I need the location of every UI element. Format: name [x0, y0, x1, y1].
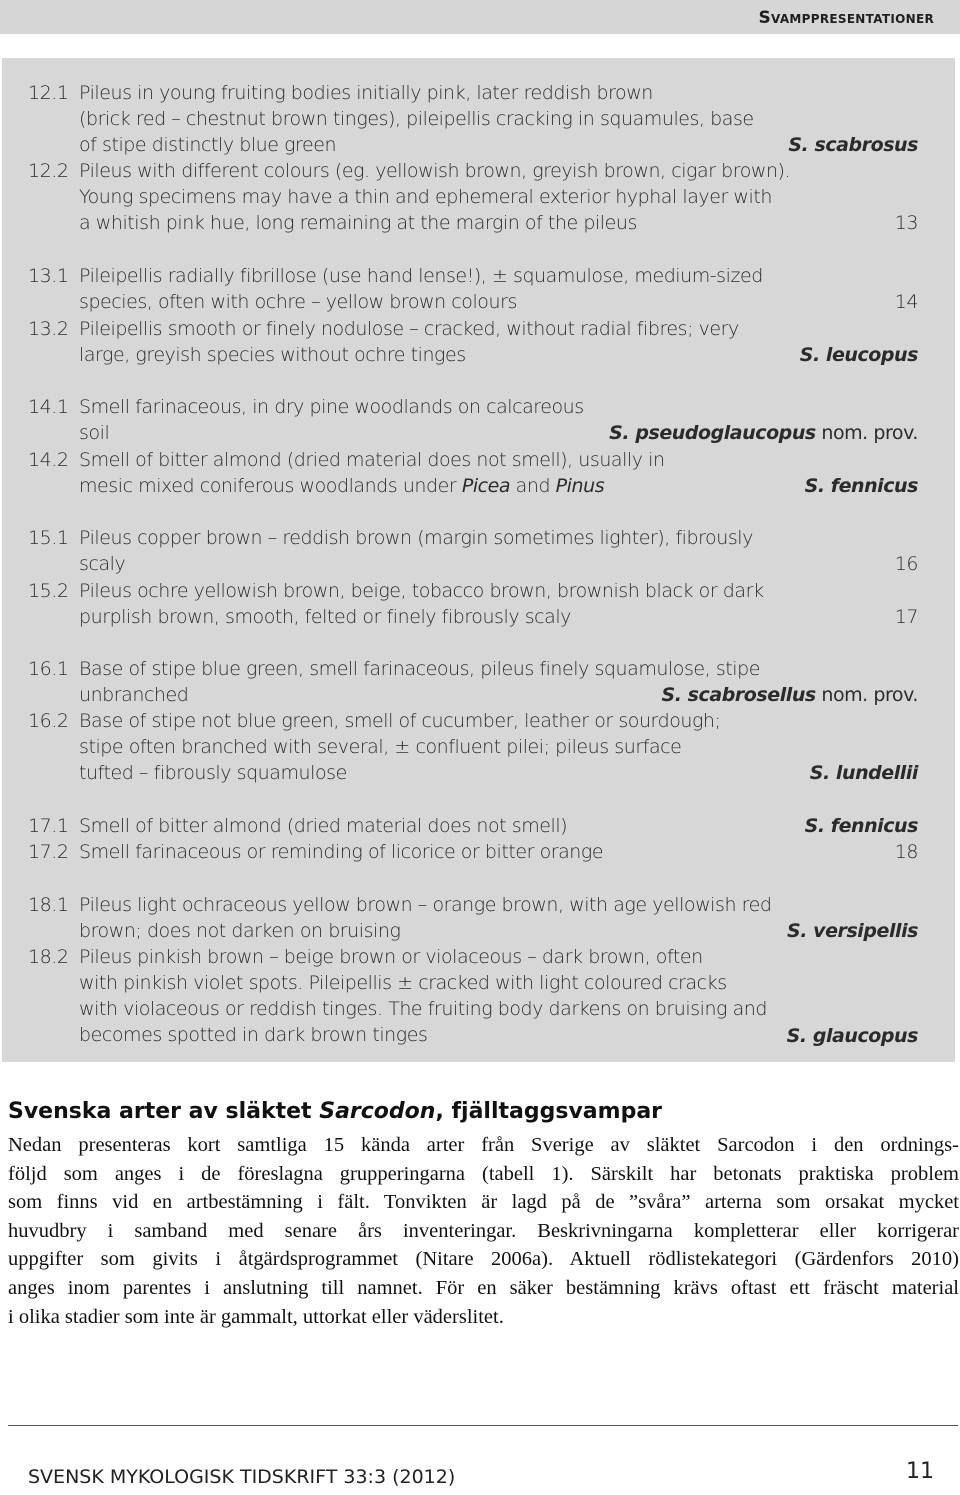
key-entry-text — [79, 813, 799, 839]
key-entry-result — [805, 813, 918, 839]
key-entry-number: 17.1 — [28, 815, 69, 837]
key-entry-line: stipe often branched with several, ± confluent pilei; pileus surface — [79, 736, 682, 758]
species-name: S. glaucopus — [786, 1024, 918, 1047]
key-entry — [28, 839, 918, 865]
key-entry-line: Smell farinaceous, in dry pine woodlands on calcareous — [79, 396, 584, 418]
genus-name: Pinus — [555, 475, 605, 497]
species-name: S. fennicus — [804, 475, 918, 498]
key-entry-result — [895, 551, 918, 577]
paragraph-line: följd som anges i de föreslagna grupperingarna (tabell 1). Särskilt har betonats praktiska problem — [8, 1162, 959, 1185]
key-entry — [28, 158, 918, 237]
key-entry — [28, 525, 918, 577]
key-entry-number: 16.2 — [28, 710, 69, 732]
key-entry-number: 12.1 — [28, 82, 69, 104]
key-entry-result — [895, 604, 918, 630]
key-entry — [28, 447, 918, 499]
key-entry-text — [79, 447, 799, 499]
key-entry-text — [79, 263, 799, 315]
journal-citation: SVENSK MYKOLOGISK TIDSKRIFT 33:3 (2012) — [28, 1466, 456, 1488]
key-entry — [28, 813, 918, 839]
paragraph-line: i olika stadier som inte är gammalt, uttorkat eller väderslitet. — [8, 1305, 504, 1328]
species-name: S. lundellii — [809, 762, 918, 785]
key-entry-line: of stipe distinctly blue green — [79, 134, 337, 156]
key-entry-line: Pileus ochre yellowish brown, beige, tobacco brown, brownish black or dark — [79, 580, 764, 602]
key-entry-text — [79, 80, 799, 158]
genus-name: Picea — [461, 475, 511, 497]
key-entry-line: with violaceous or reddish tinges. The fruiting body darkens on bruising and — [79, 998, 767, 1020]
key-entry-line: a whitish pink hue, long remaining at the margin of the pileus — [79, 212, 637, 234]
key-entry-line: becomes spotted in dark brown tinges — [79, 1024, 428, 1046]
key-entry-line: Pileus copper brown – reddish brown (margin sometimes lighter), fibrously — [79, 527, 753, 549]
key-entry-line: Smell farinaceous or reminding of licorice or bitter orange — [79, 841, 604, 863]
key-entry-text — [79, 839, 799, 865]
species-name: S. versipellis — [786, 920, 918, 943]
key-entry — [28, 316, 918, 368]
key-entry-line: species, often with ochre – yellow brown colours — [79, 291, 517, 313]
key-entry-text — [79, 892, 799, 944]
footer-divider — [8, 1425, 958, 1426]
key-entry-line: Pileus with different colours (eg. yellowish brown, greyish brown, cigar brown). — [79, 160, 791, 182]
key-entry — [28, 892, 918, 944]
key-entry-line: unbranched — [79, 684, 189, 706]
lead-number: 17 — [894, 606, 918, 629]
nom-prov-label: nom. prov. — [815, 422, 918, 445]
key-entry-line: purplish brown, smooth, felted or finely fibrously scaly — [79, 606, 571, 628]
paragraph-line: huvudbry i samband med senare års inventeringar. Beskrivningarna kompletterar eller korrigerar — [8, 1219, 959, 1242]
key-entry-text — [79, 316, 799, 368]
key-entry-number: 14.2 — [28, 449, 69, 471]
key-entry-result — [895, 210, 918, 236]
key-entry-result — [662, 682, 918, 708]
heading-pre: Svenska arter av släktet — [8, 1099, 320, 1124]
key-entry-result — [895, 839, 918, 865]
key-entry-result — [788, 132, 918, 158]
lead-number: 16 — [894, 553, 918, 576]
key-entry-number: 18.2 — [28, 946, 69, 968]
key-entry-line: Pileus pinkish brown – beige brown or violaceous – dark brown, often — [79, 946, 703, 968]
key-entry-line: Base of stipe blue green, smell farinaceous, pileus finely squamulose, stipe — [79, 658, 760, 680]
key-entry-line: Smell of bitter almond (dried material does not smell) — [79, 815, 568, 837]
species-name: S. scabrosus — [788, 134, 918, 157]
key-entry-text — [79, 158, 799, 236]
nom-prov-label: nom. prov. — [815, 684, 918, 707]
lead-number: 18 — [894, 841, 918, 863]
key-entry-line: with pinkish violet spots. Pileipellis ± cracked with light coloured cracks — [79, 972, 727, 994]
article-paragraph — [8, 1131, 959, 1331]
key-entry-number: 16.1 — [28, 658, 69, 680]
species-name: S. scabrosellus — [661, 684, 816, 707]
key-entry-line: tufted – fibrously squamulose — [79, 762, 347, 784]
heading-genus: Sarcodon — [319, 1099, 436, 1124]
key-entry-number: 17.2 — [28, 841, 69, 863]
key-entry-number: 13.2 — [28, 318, 69, 340]
key-entry-line: soil — [79, 422, 110, 444]
species-name: S. leucopus — [799, 344, 918, 367]
key-entry-result — [787, 918, 918, 944]
key-entry-fragment: and — [510, 475, 556, 497]
paragraph-line: Nedan presenteras kort samtliga 15 kända arter från Sverige av släktet Sarcodon i den ordnings- — [8, 1134, 959, 1156]
key-entry-line: Base of stipe not blue green, smell of cucumber, leather or sourdough; — [79, 710, 721, 732]
lead-number: 14 — [894, 291, 918, 314]
key-entry-number: 14.1 — [28, 396, 69, 418]
paragraph-line: anges inom parentes i anslutning till namnet. För en säker bestämning krävs oftast ett fräscht material — [8, 1276, 959, 1299]
key-entry-line: Pileus in young fruiting bodies initially pink, later reddish brown — [79, 82, 653, 104]
species-name: S. pseudoglaucopus — [609, 422, 816, 445]
key-entry-text — [79, 944, 799, 1048]
key-entry-text — [79, 708, 799, 786]
key-entry — [28, 80, 918, 159]
key-entry-result — [805, 473, 918, 499]
key-entry — [28, 578, 918, 630]
heading-post: , fjälltaggsvampar — [435, 1099, 663, 1124]
lead-number: 13 — [894, 212, 918, 235]
key-entry-line: brown; does not darken on bruising — [79, 920, 401, 942]
key-entry-fragment: mesic mixed coniferous woodlands under — [79, 475, 462, 497]
paragraph-line: uppgifter som givits i åtgärdsprogrammet (Nitare 2006a). Aktuell rödlistekategori (Gärdenfors 2010) — [8, 1248, 959, 1271]
key-entry-line — [79, 473, 799, 499]
key-entry-number: 15.2 — [28, 580, 69, 602]
key-entry — [28, 656, 918, 708]
key-entry-line: Young specimens may have a thin and ephemeral exterior hyphal layer with — [79, 186, 772, 208]
key-entry-result — [810, 760, 918, 786]
section-title-header: Svamppresentationer — [758, 8, 934, 28]
key-entry-number: 13.1 — [28, 265, 69, 287]
key-entry-line: scaly — [79, 553, 126, 575]
key-entry-line: Pileipellis smooth or finely nodulose – cracked, without radial fibres; very — [79, 318, 739, 340]
key-entry — [28, 263, 918, 315]
key-entry-line: (brick red – chestnut brown tinges), pileipellis cracking in squamules, base — [79, 108, 754, 130]
key-entry — [28, 394, 918, 446]
key-entry-number: 18.1 — [28, 894, 69, 916]
key-entry-line: Smell of bitter almond (dried material does not smell), usually in — [79, 449, 665, 471]
article-heading — [8, 1099, 662, 1124]
key-entry-number: 15.1 — [28, 527, 69, 549]
species-name: S. fennicus — [804, 815, 918, 837]
key-entry-result — [800, 342, 918, 368]
key-entry-line: Pileipellis radially fibrillose (use hand lense!), ± squamulose, medium-sized — [79, 265, 763, 287]
key-entry-result — [609, 420, 918, 446]
page-number: 11 — [906, 1459, 934, 1484]
key-entry-result — [787, 1023, 918, 1049]
paragraph-line: som finns vid en artbestämning i fält. Tonvikten är lagd på de ”svåra” arterna som orsakat mycket — [8, 1191, 959, 1214]
key-entry-text — [79, 578, 799, 630]
key-entry — [28, 944, 918, 1049]
key-entry-line: large, greyish species without ochre tinges — [79, 344, 466, 366]
key-entry-result — [895, 289, 918, 315]
header-bar — [0, 0, 960, 34]
key-entry-line: Pileus light ochraceous yellow brown – orange brown, with age yellowish red — [79, 894, 772, 916]
key-entry — [28, 708, 918, 787]
key-entry-text — [79, 525, 799, 577]
key-entry-number: 12.2 — [28, 160, 69, 182]
